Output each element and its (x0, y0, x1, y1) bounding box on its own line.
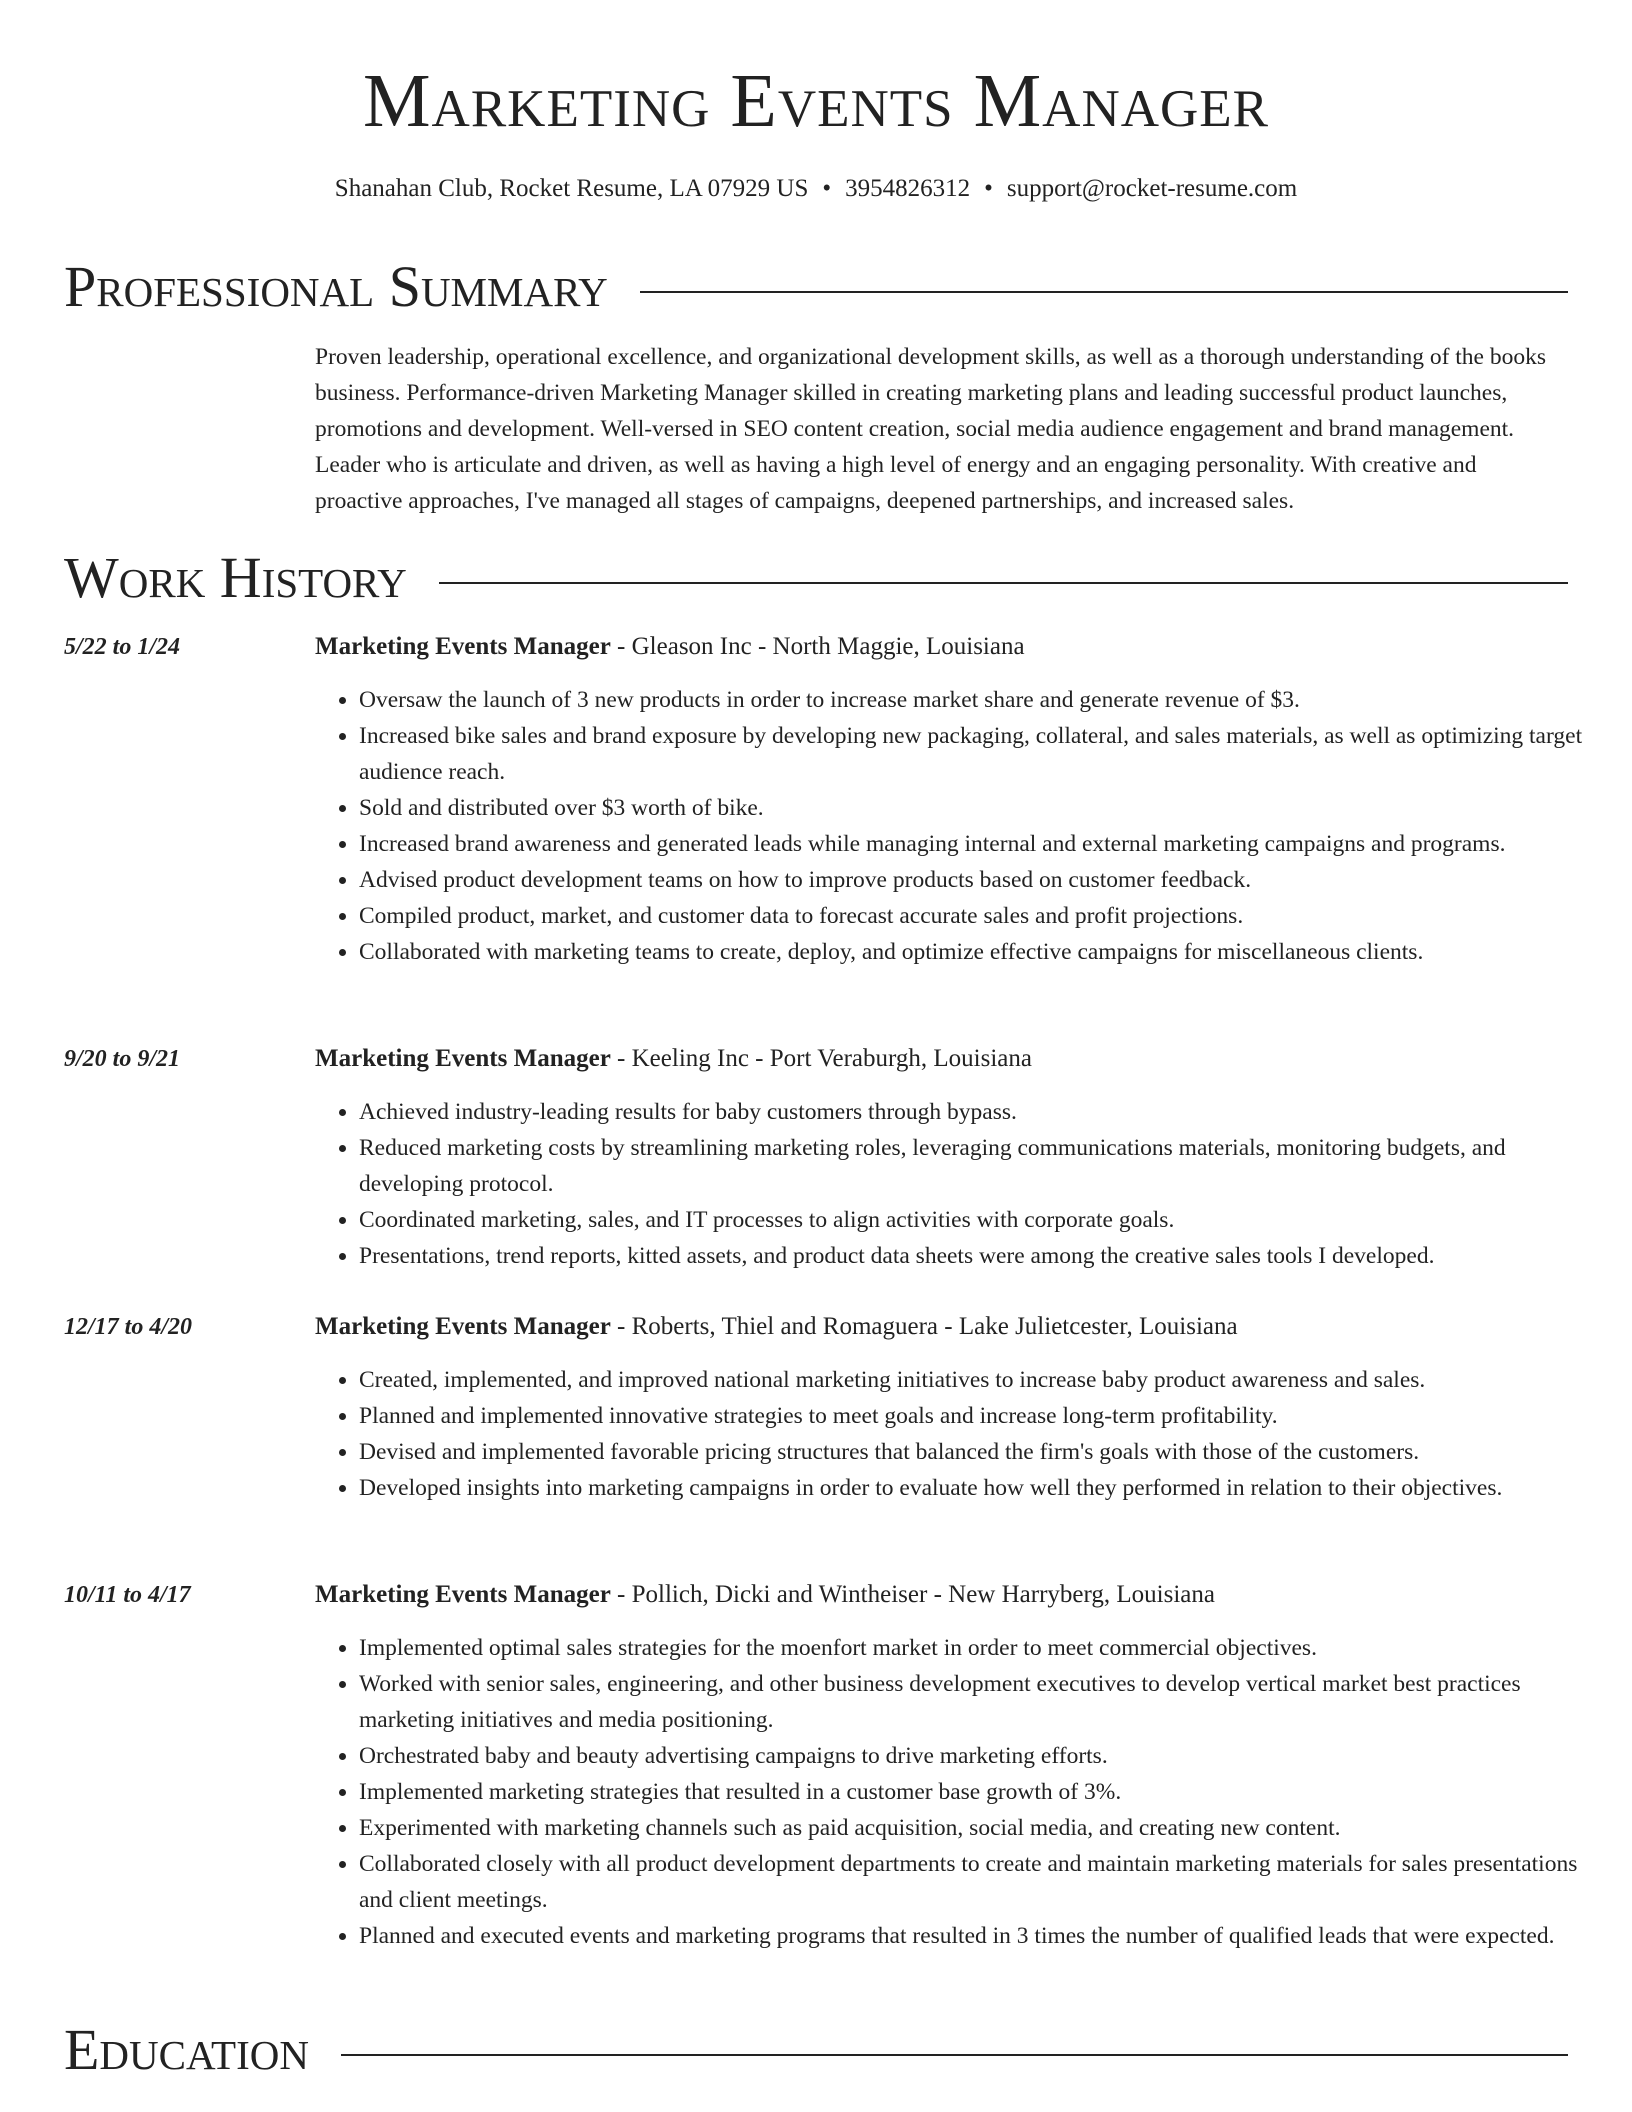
job-role: Marketing Events Manager (315, 633, 611, 660)
job-bullets (315, 1094, 1599, 1274)
contact-phone: 3954826312 (845, 175, 971, 202)
job-role: Marketing Events Manager (315, 1313, 611, 1340)
job-role: Marketing Events Manager (315, 1045, 611, 1072)
section-header-summary (64, 253, 1568, 321)
section-title-summary: Professional Summary (64, 254, 608, 319)
job-bullet: • Reduced marketing costs by streamlining marketing roles, leveraging communications materials, monitoring budgets, and developing protocol. (359, 1130, 1599, 1202)
job-company: - Roberts, Thiel and Romaguera - Lake Julietcester, Louisiana (610, 1313, 1238, 1340)
job-bullet: • Devised and implemented favorable pricing structures that balanced the firm's goals with those of the customers. (359, 1434, 1599, 1470)
contact-email: support@rocket-resume.com (1006, 175, 1298, 202)
job-dates: 5/22 to 1/24 (64, 634, 181, 660)
job-bullet: • Developed insights into marketing campaigns in order to evaluate how well they performed in relation to their objectives. (359, 1470, 1599, 1506)
resume-name: Marketing Events Manager (362, 59, 1270, 143)
job-title-line (315, 1310, 1238, 1344)
contact-separator: • (984, 175, 993, 202)
job-title-line (315, 1578, 1215, 1612)
job-bullets (315, 1362, 1599, 1506)
job-bullet: • Experimented with marketing channels such as paid acquisition, social media, and creating new content. (359, 1810, 1599, 1846)
job-bullet: • Collaborated closely with all product development departments to create and maintain marketing materials for sales presentations and client meetings. (359, 1846, 1599, 1918)
section-divider (439, 582, 1568, 584)
section-header-education (64, 2016, 1568, 2084)
job-bullet: • Created, implemented, and improved national marketing initiatives to increase baby product awareness and sales. (359, 1362, 1599, 1398)
job-bullet: • Advised product development teams on how to improve products based on customer feedback. (359, 862, 1599, 898)
contact-line (0, 172, 1632, 206)
job-bullet: • Sold and distributed over $3 worth of bike. (359, 790, 1599, 826)
job-bullets (315, 1630, 1599, 1954)
section-divider (640, 291, 1568, 293)
job-bullet: • Implemented optimal sales strategies for the moenfort market in order to meet commercial objectives. (359, 1630, 1599, 1666)
contact-address: Shanahan Club, Rocket Resume, LA 07929 US (334, 175, 809, 202)
job-company: - Keeling Inc - Port Veraburgh, Louisiana (610, 1045, 1032, 1072)
job-bullet: • Implemented marketing strategies that resulted in a customer base growth of 3%. (359, 1774, 1599, 1810)
section-header-work-history (64, 544, 1568, 612)
job-bullet: • Planned and implemented innovative strategies to meet goals and increase long-term profitability. (359, 1398, 1599, 1434)
job-bullet: • Planned and executed events and marketing programs that resulted in 3 times the number of qualified leads that were expected. (359, 1918, 1599, 1954)
job-company: - Pollich, Dicki and Wintheiser - New Harryberg, Louisiana (610, 1581, 1215, 1608)
section-title-work-history: Work History (64, 545, 407, 610)
contact-separator: • (822, 175, 832, 202)
job-bullet: • Coordinated marketing, sales, and IT processes to align activities with corporate goals. (359, 1202, 1599, 1238)
job-title-line (315, 630, 1025, 664)
job-bullet: • Collaborated with marketing teams to create, deploy, and optimize effective campaigns for miscellaneous clients. (359, 934, 1599, 970)
job-bullet: • Presentations, trend reports, kitted assets, and product data sheets were among the creative sales tools I developed. (359, 1238, 1599, 1274)
job-title-line (315, 1042, 1032, 1076)
section-title-education: Education (64, 2017, 309, 2082)
job-bullets (315, 682, 1599, 970)
job-bullet: • Increased brand awareness and generated leads while managing internal and external marketing campaigns and programs. (359, 826, 1599, 862)
job-bullet: • Oversaw the launch of 3 new products in order to increase market share and generate revenue of $3. (359, 682, 1599, 718)
job-dates: 12/17 to 4/20 (64, 1314, 193, 1340)
job-bullet: • Orchestrated baby and beauty advertising campaigns to drive marketing efforts. (359, 1738, 1599, 1774)
job-bullet: • Worked with senior sales, engineering, and other business development executives to develop vertical market best practices marketing initiatives and media positioning. (359, 1666, 1599, 1738)
job-bullet: • Increased bike sales and brand exposure by developing new packaging, collateral, and sales materials, as well as optimizing target audience reach. (359, 718, 1599, 790)
job-company: - Gleason Inc - North Maggie, Louisiana (610, 633, 1025, 660)
job-role: Marketing Events Manager (315, 1581, 611, 1608)
job-dates: 9/20 to 9/21 (64, 1046, 181, 1072)
section-divider (341, 2054, 1568, 2056)
job-dates: 10/11 to 4/17 (64, 1582, 191, 1608)
job-bullet: • Compiled product, market, and customer data to forecast accurate sales and profit projections. (359, 898, 1599, 934)
job-bullet: • Achieved industry-leading results for baby customers through bypass. (359, 1094, 1599, 1130)
summary-text: Proven leadership, operational excellence, and organizational development skills, as well as a thorough understanding of the books business. Performance-driven Marketing Manager skilled in creating marketing plans and leading successful product launches, promotions and development. Well-versed in SEO content creation, social media audience engagement and brand management. Leader who is articulate and driven, as well as having a high level of energy and an engaging personality. With creative and proactive approaches, I've managed all stages of campaigns, deepened partnerships, and increased sales. (315, 344, 1547, 514)
